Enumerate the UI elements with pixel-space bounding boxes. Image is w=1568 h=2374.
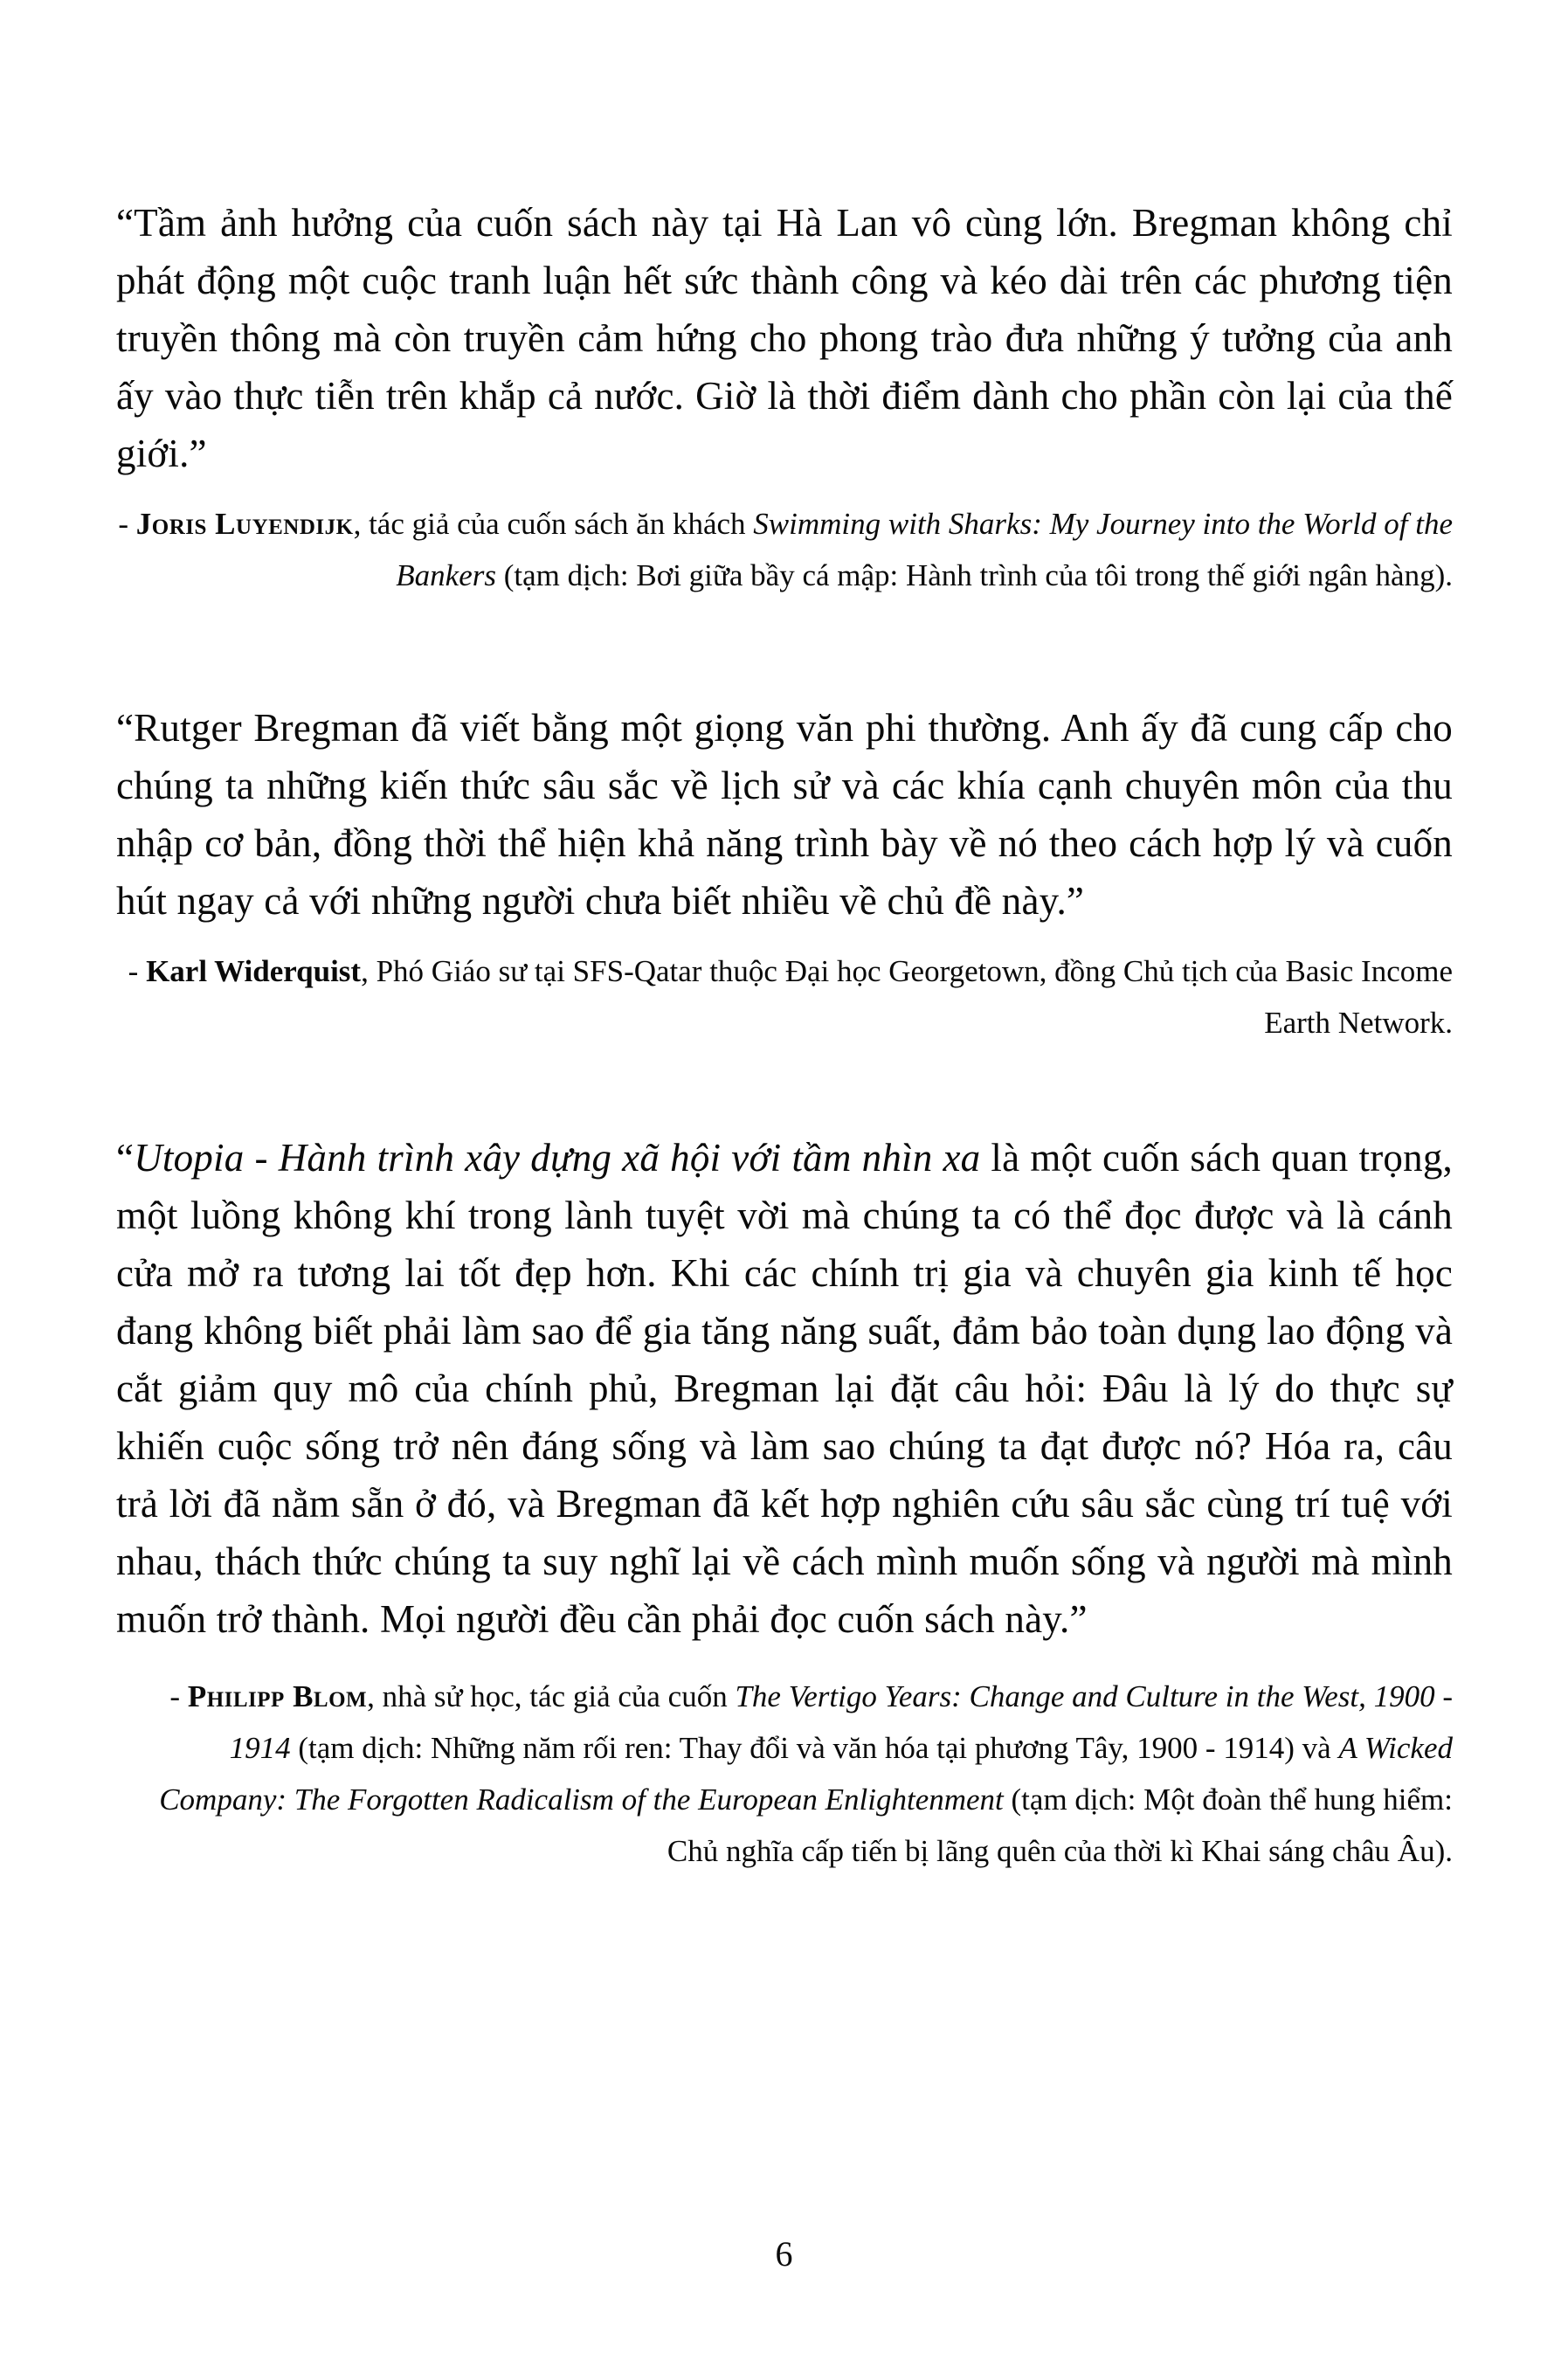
testimonial-quote-1	[116, 194, 1453, 482]
testimonial-quote-3	[116, 1129, 1453, 1648]
text-segment: A Wicked Company: The Forgotten Radicalism of the European Enlightenment	[159, 1731, 1453, 1817]
page-number: 6	[775, 2234, 793, 2274]
text-segment: Joris Luyendijk	[135, 507, 354, 541]
text-segment: “Rutger Bregman đã viết bằng một giọng văn phi thường. Anh ấy đã cung cấp cho chúng ta những kiến thức sâu sắc về lịch sử và các khía cạnh chuyên môn của thu nhập cơ bản, đồng thời thể hiện khả năng trình bày về nó theo cách hợp lý và cuốn hút ngay cả với những người chưa biết nhiều về chủ đề này.”	[116, 706, 1453, 923]
quote-attribution-2	[116, 945, 1453, 1049]
quote-attribution-3	[116, 1671, 1453, 1877]
text-segment: -	[118, 507, 136, 541]
text-segment: (tạm dịch: Bơi giữa bầy cá mập: Hành trình của tôi trong thế giới ngân hàng).	[495, 558, 1453, 592]
text-segment: , tác giả của cuốn sách ăn khách	[353, 507, 754, 541]
text-segment: là một cuốn sách quan trọng, một luồng không khí trong lành tuyệt vời mà chúng ta có thể đọc được và là cánh cửa mở ra tương lai tốt đẹp hơn. Khi các chính trị gia và chuyên gia kinh tế học đang không biết phải làm sao để gia tăng năng suất, đảm bảo toàn dụng lao động và cắt giảm quy mô của chính phủ, Bregman lại đặt câu hỏi: Đâu là lý do thực sự khiến cuộc sống trở nên đáng sống và làm sao chúng ta đạt được nó? Hóa ra, câu trả lời đã nằm sẵn ở đó, và Bregman đã kết hợp nghiên cứu sâu sắc cùng trí tuệ với nhau, thách thức chúng ta suy nghĩ lại về cách mình muốn sống và người mà mình muốn trở thành. Mọi người đều cần phải đọc cuốn sách này.”	[116, 1136, 1453, 1641]
text-segment: Swimming with Sharks: My Journey into the World of the Bankers	[396, 507, 1453, 592]
quote-attribution-1	[116, 498, 1453, 601]
text-segment: “	[116, 1136, 135, 1180]
testimonial-quote-2	[116, 699, 1453, 930]
text-segment: “Tầm ảnh hưởng của cuốn sách này tại Hà Lan vô cùng lớn. Bregman không chỉ phát động một cuộc tranh luận hết sức thành công và kéo dài trên các phương tiện truyền thông mà còn truyền cảm hứng cho phong trào đưa những ý tưởng của anh ấy vào thực tiễn trên khắp cả nước. Giờ là thời điểm dành cho phần còn lại của thế giới.”	[116, 201, 1453, 475]
text-segment: , nhà sử học, tác giả của cuốn	[367, 1679, 736, 1713]
text-segment: , Phó Giáo sư tại SFS-Qatar thuộc Đại học Georgetown, đồng Chủ tịch của Basic Income Earth Network.	[361, 954, 1453, 1040]
text-segment: Utopia - Hành trình xây dựng xã hội với tầm nhìn xa	[134, 1136, 981, 1180]
text-segment: Karl Widerquist	[146, 954, 362, 988]
text-segment: -	[169, 1679, 188, 1713]
text-segment: (tạm dịch: Những năm rối ren: Thay đổi và văn hóa tại phương Tây, 1900 - 1914) và	[290, 1731, 1339, 1765]
text-segment: -	[128, 954, 147, 988]
text-segment: Philipp Blom	[187, 1679, 368, 1713]
text-segment: (tạm dịch: Một đoàn thể hung hiểm: Chủ nghĩa cấp tiến bị lãng quên của thời kì Khai sáng châu Âu).	[667, 1782, 1453, 1868]
page-content	[116, 194, 1453, 1877]
text-segment: The Vertigo Years: Change and Culture in the West, 1900 - 1914	[229, 1679, 1453, 1765]
